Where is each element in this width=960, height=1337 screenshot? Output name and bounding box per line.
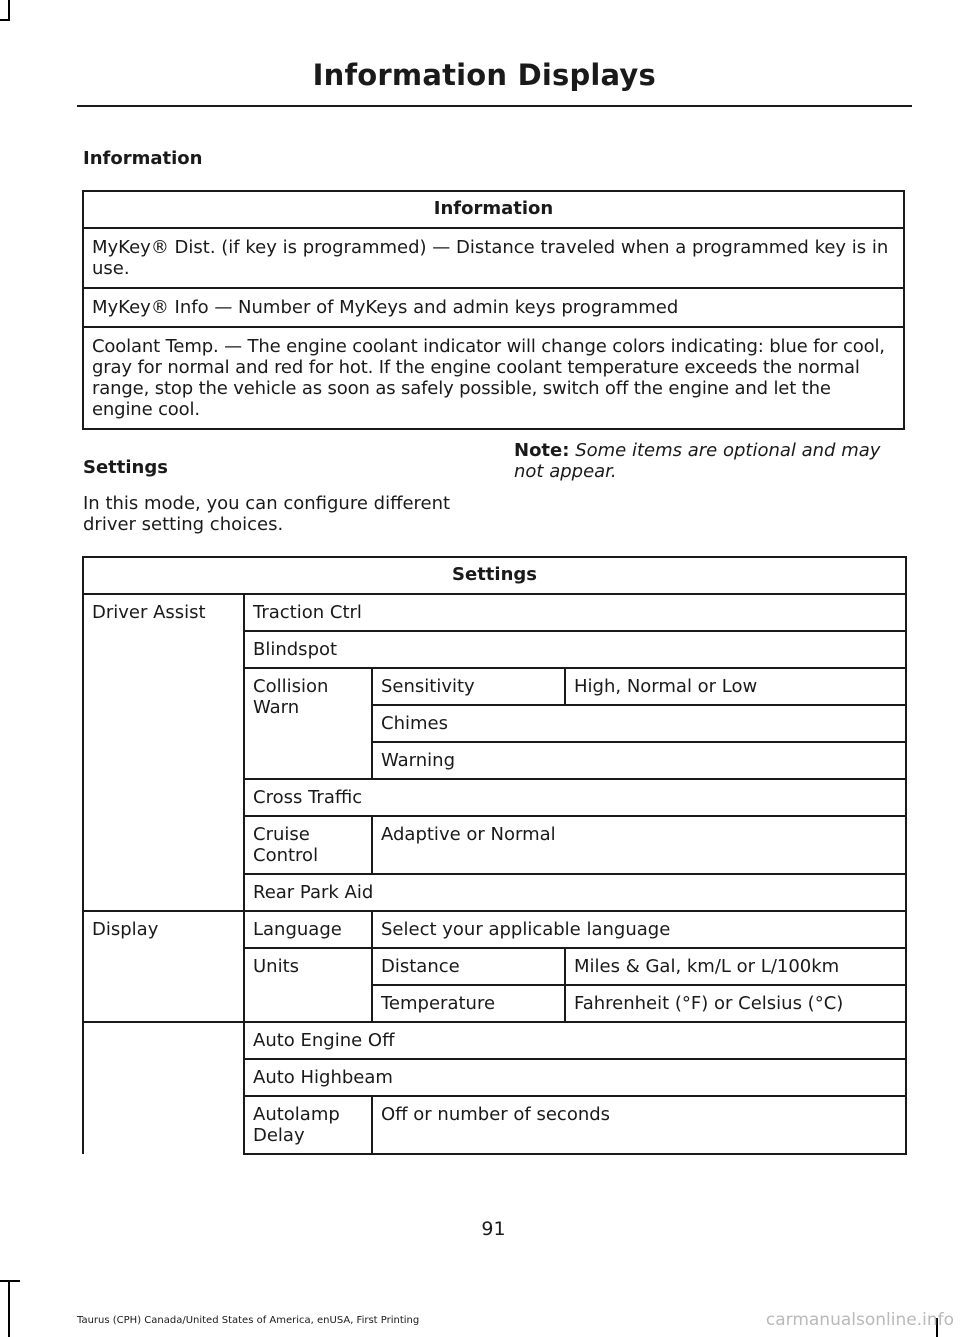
page-number: 91 (481, 1218, 506, 1240)
table-cell-display: Display (83, 911, 244, 1022)
table-cell: Miles & Gal, km/L or L/100km (565, 948, 906, 985)
table-cell: Sensitivity (372, 668, 565, 705)
table-cell: High, Normal or Low (565, 668, 906, 705)
table-cell: Cross Traffic (244, 779, 906, 816)
settings-table (82, 556, 907, 1155)
table-cell: Blindspot (244, 631, 906, 668)
table-cell: Collision Warn (244, 668, 372, 779)
table-row: MyKey® Dist. (if key is programmed) — Distance traveled when a programmed key is in use. (83, 228, 904, 288)
settings-intro: In this mode, you can configure different driver setting choices. (83, 493, 451, 535)
table-cell: Auto Engine Off (244, 1022, 906, 1059)
table-row: MyKey® Info — Number of MyKeys and admin keys programmed (83, 288, 904, 327)
crop-mark (8, 1280, 10, 1337)
table-cell: Autolamp Delay (244, 1096, 372, 1154)
header-rule (77, 105, 912, 107)
table-cell: Traction Ctrl (244, 594, 906, 631)
table-cell-empty (83, 1022, 244, 1154)
table-cell: Adaptive or Normal (372, 816, 906, 874)
settings-table-title: Settings (83, 557, 906, 594)
information-table-title: Information (83, 191, 904, 228)
crop-mark (8, 0, 10, 20)
table-cell: Language (244, 911, 372, 948)
table-cell: Off or number of seconds (372, 1096, 906, 1154)
crop-mark (0, 1280, 20, 1282)
table-cell: Cruise Control (244, 816, 372, 874)
settings-note (514, 440, 914, 482)
table-cell: Select your applicable language (372, 911, 906, 948)
table-cell: Distance (372, 948, 565, 985)
table-cell: Fahrenheit (°F) or Celsius (°C) (565, 985, 906, 1022)
note-text: Some items are optional and may not appear. (514, 440, 881, 482)
watermark: carmanualsonline.info (765, 1310, 954, 1330)
page-header-title: Information Displays (312, 58, 656, 92)
table-cell: Units (244, 948, 372, 1022)
table-cell: Temperature (372, 985, 565, 1022)
settings-heading: Settings (83, 457, 168, 478)
table-row: Coolant Temp. — The engine coolant indicator will change colors indicating: blue for cool, gray for normal and red for hot. If the engine coolant temperature exceeds the normal range, stop the vehicle as soon as safely possible, switch off the engine and let the engine cool. (83, 327, 904, 429)
information-heading: Information (83, 148, 203, 169)
table-cell: Warning (372, 742, 906, 779)
publication-info: Taurus (CPH) Canada/United States of America, enUSA, First Printing (77, 1315, 420, 1326)
crop-mark (0, 19, 10, 21)
note-label: Note: (514, 440, 570, 461)
information-table (82, 190, 905, 430)
table-cell: Chimes (372, 705, 906, 742)
table-cell: Auto Highbeam (244, 1059, 906, 1096)
table-cell: Rear Park Aid (244, 874, 906, 911)
table-cell-driver-assist: Driver Assist (83, 594, 244, 911)
